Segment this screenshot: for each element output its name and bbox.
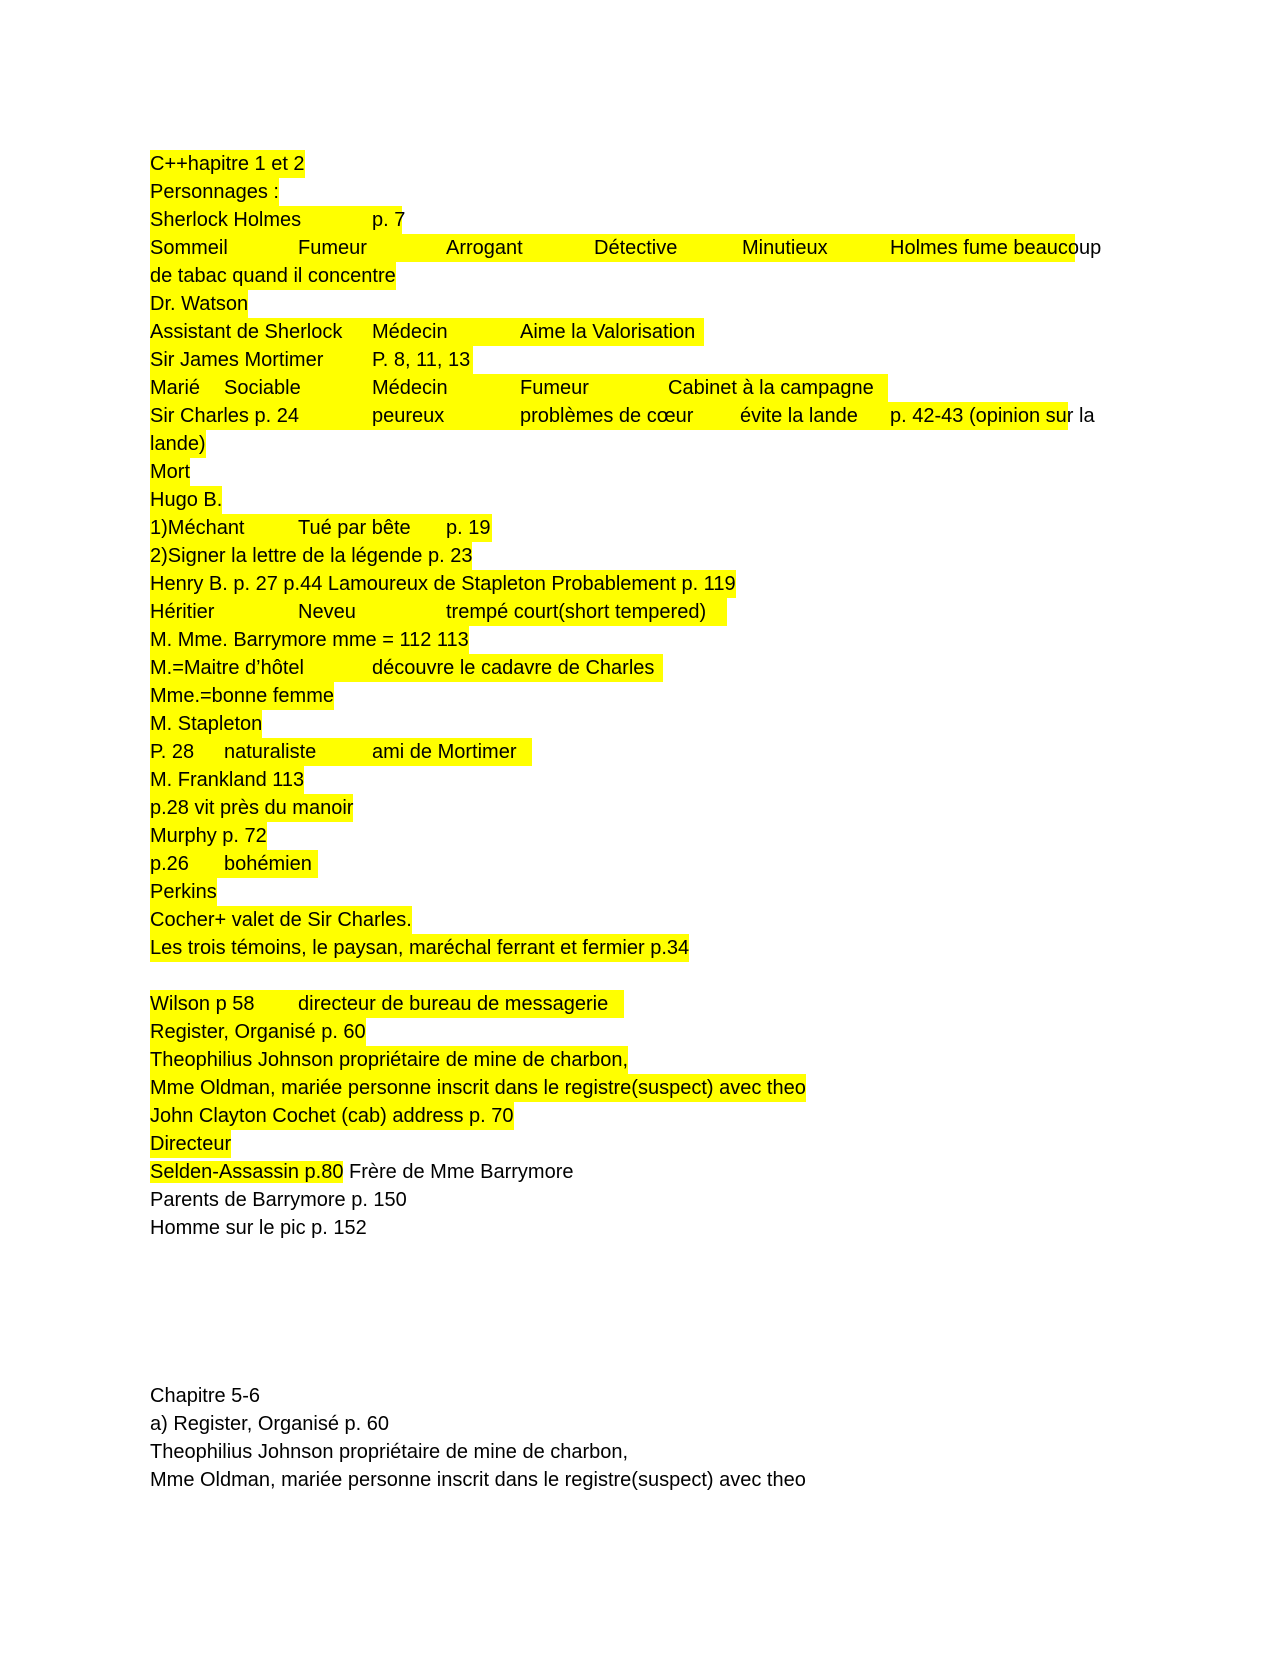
temoins-line: Les trois témoins, le paysan, maréchal ferrant et fermier p.34 — [150, 934, 1130, 962]
holmes-note: de tabac quand il concentre — [150, 262, 1130, 290]
clayton-line: John Clayton Cochet (cab) address p. 70 — [150, 1102, 1130, 1130]
holmes-traits: Sommeil Fumeur Arrogant Détective Minutieux Holmes fume beaucoup — [150, 234, 1130, 262]
homme-line: Homme sur le pic p. 152 — [150, 1217, 367, 1239]
perkins-heading: Perkins — [150, 878, 1130, 906]
chapter-5-6-theophilius: Theophilius Johnson propriétaire de mine de charbon, — [150, 1441, 629, 1463]
charles-heading: Sir Charles p. 24 peureux problèmes de cœur évite la lande p. 42-43 (opinion sur la — [150, 402, 1130, 430]
chapter-5-6-item-a: a) Register, Organisé p. 60 — [150, 1413, 390, 1435]
document-body — [150, 150, 1130, 1494]
stapleton-heading: M. Stapleton — [150, 710, 1130, 738]
parents-line: Parents de Barrymore p. 150 — [150, 1189, 407, 1211]
barrymore-m: M.=Maitre d’hôtel découvre le cadavre de Charles — [150, 654, 1130, 682]
hugo-line-1: 1)Méchant Tué par bête p. 19 — [150, 514, 1130, 542]
barrymore-heading: M. Mme. Barrymore mme = 112 113 — [150, 626, 1130, 654]
blank-line — [150, 962, 1130, 990]
oldman-line: Mme Oldman, mariée personne inscrit dans le registre(suspect) avec theo — [150, 1074, 1130, 1102]
murphy-heading: Murphy p. 72 — [150, 822, 1130, 850]
personnages-label: Personnages : — [150, 178, 1130, 206]
holmes-heading: Sherlock Holmes p. 7 — [150, 206, 1130, 234]
hugo-heading: Hugo B. — [150, 486, 1130, 514]
watson-traits: Assistant de Sherlock Médecin Aime la Valorisation — [150, 318, 1130, 346]
frankland-heading: M. Frankland 113 — [150, 766, 1130, 794]
chapter-title: C++hapitre 1 et 2 — [150, 150, 1130, 178]
frankland-note: p.28 vit près du manoir — [150, 794, 1130, 822]
theophilius-line: Theophilius Johnson propriétaire de mine de charbon, — [150, 1046, 1130, 1074]
mortimer-heading: Sir James Mortimer P. 8, 11, 13 — [150, 346, 1130, 374]
wilson-line: Wilson p 58 directeur de bureau de messagerie — [150, 990, 1130, 1018]
charles-status: Mort — [150, 458, 1130, 486]
murphy-traits: p.26 bohémien — [150, 850, 1130, 878]
selden-line: Selden-Assassin p.80 Frère de Mme Barrymore — [150, 1161, 574, 1183]
directeur-line: Directeur — [150, 1130, 1130, 1158]
register-line: Register, Organisé p. 60 — [150, 1018, 1130, 1046]
chapter-5-6-title: Chapitre 5-6 — [150, 1385, 261, 1407]
blank-space — [150, 1242, 1130, 1382]
watson-heading: Dr. Watson — [150, 290, 1130, 318]
mortimer-traits: Marié Sociable Médecin Fumeur Cabinet à la campagne — [150, 374, 1130, 402]
barrymore-mme: Mme.=bonne femme — [150, 682, 1130, 710]
charles-opinion-cont: lande) — [150, 430, 1130, 458]
chapter-5-6-oldman: Mme Oldman, mariée personne inscrit dans le registre(suspect) avec theo — [150, 1469, 806, 1491]
hugo-line-2: 2)Signer la lettre de la légende p. 23 — [150, 542, 1130, 570]
perkins-note: Cocher+ valet de Sir Charles. — [150, 906, 1130, 934]
henry-traits: Héritier Neveu trempé court(short tempered) — [150, 598, 1130, 626]
stapleton-traits: P. 28 naturaliste ami de Mortimer — [150, 738, 1130, 766]
henry-heading: Henry B. p. 27 p.44 Lamoureux de Stapleton Probablement p. 119 — [150, 570, 1130, 598]
